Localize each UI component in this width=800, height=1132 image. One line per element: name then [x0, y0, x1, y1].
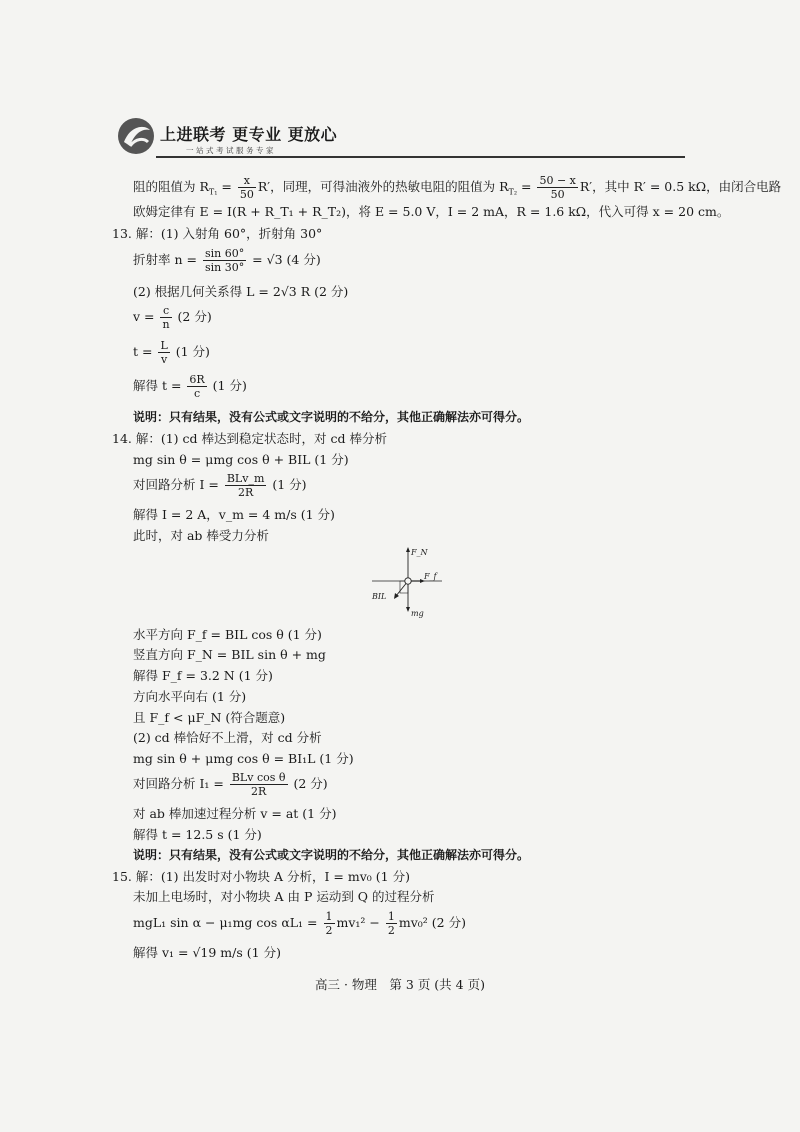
label-ff: F_f [424, 572, 437, 581]
scoring-note-2: 说明：只有结果，没有公式或文字说明的不给分，其他正确解法亦可得分。 [133, 848, 530, 862]
header-rule [156, 156, 685, 158]
force-diagram [364, 543, 454, 623]
page-header [110, 112, 685, 160]
q14-step-6: 水平方向 F_f = BIL cos θ (1 分) [133, 627, 322, 642]
label-fn: F_N [411, 548, 428, 557]
q14-step-2: mg sin θ = μmg cos θ + BIL (1 分) [133, 452, 349, 467]
logo-icon [116, 116, 156, 156]
q14-step-5: 此时，对 ab 棒受力分析 [133, 528, 269, 543]
q13-step-5: t = $\frac{L}{v}$ (1 分) [133, 339, 210, 367]
q14-step-11: (2) cd 棒恰好不上滑，对 cd 分析 [133, 730, 322, 745]
q15-heading: 15. 解：(1) 出发时对小物块 A 分析，I = mv₀ (1 分) [112, 869, 410, 884]
text-line-2: 欧姆定律有 E = I(R + R_T₁ + R_T₂)，将 E = 5.0 V，I = 2 mA，R = 1.6 kΩ，代入可得 x = 20 cm。 [133, 204, 730, 219]
q14-step-15: 解得 t = 12.5 s (1 分) [133, 827, 262, 842]
q13-step-2: 折射率 n = $\frac{\sin 60^\circ}{\sin 30^\circ}$ = √3 (4 分) [133, 247, 321, 275]
q15-step-3: mgL₁ sin α − μ₁mg cos αL₁ = $\frac{1}{2}$ mv₁² − $\frac{1}{2}$ mv₀² (2 分) [133, 910, 466, 938]
q15-step-2: 未加上电场时，对小物块 A 由 P 运动到 Q 的过程分析 [133, 889, 435, 904]
q15-step-4: 解得 v₁ = √19 m/s (1 分) [133, 945, 281, 960]
q14-step-3: 对回路分析 I = $\frac{\text{BLv\_m}}{2R}$ (1 分) [133, 472, 307, 500]
page-footer: 高三 · 物理 第 3 页 (共 4 页) [315, 977, 485, 992]
q13-step-3: (2) 根据几何关系得 L = 2√3 R (2 分) [133, 284, 349, 299]
label-mg: mg [411, 609, 424, 618]
label-bil: BIL [372, 592, 387, 601]
q14-step-9: 方向水平向右 (1 分) [133, 689, 247, 704]
brand-title: 上进联考 更专业 更放心 [160, 125, 338, 144]
text-line-1: 阻的阻值为 $R_{T_1}$ = $\frac{x}{50}$ R′，同理，可得油液外的热敏电阻的阻值为 $R_{T_2}$ = $\frac{50 - x}{50}$ R′，其中 R′ = 0.5 kΩ，由闭合电路 [133, 174, 782, 202]
q14-step-7: 竖直方向 F_N = BIL sin θ + mg [133, 647, 326, 662]
q13-heading: 13. 解：(1) 入射角 60°，折射角 30° [112, 226, 323, 241]
q14-step-14: 对 ab 棒加速过程分析 v = at (1 分) [133, 806, 337, 821]
q13-step-4: v = $\frac{c}{n}$ (2 分) [133, 304, 212, 332]
q14-step-8: 解得 F_f = 3.2 N (1 分) [133, 668, 273, 683]
q13-step-6: 解得 t = $\frac{6R}{c}$ (1 分) [133, 373, 247, 401]
brand-slogan: 一站式考试服务专家 [186, 146, 276, 155]
q14-step-13: 对回路分析 I₁ = $\frac{\text{BLv cos θ}}{2R}$ (2 分) [133, 771, 328, 799]
scoring-note-1: 说明：只有结果，没有公式或文字说明的不给分，其他正确解法亦可得分。 [133, 410, 530, 424]
q14-heading: 14. 解：(1) cd 棒达到稳定状态时，对 cd 棒分析 [112, 431, 387, 446]
q14-step-12: mg sin θ + μmg cos θ = BI₁L (1 分) [133, 751, 354, 766]
q14-step-10: 且 F_f < μF_N (符合题意) [133, 710, 286, 725]
q14-step-4: 解得 I = 2 A，v_m = 4 m/s (1 分) [133, 507, 335, 522]
